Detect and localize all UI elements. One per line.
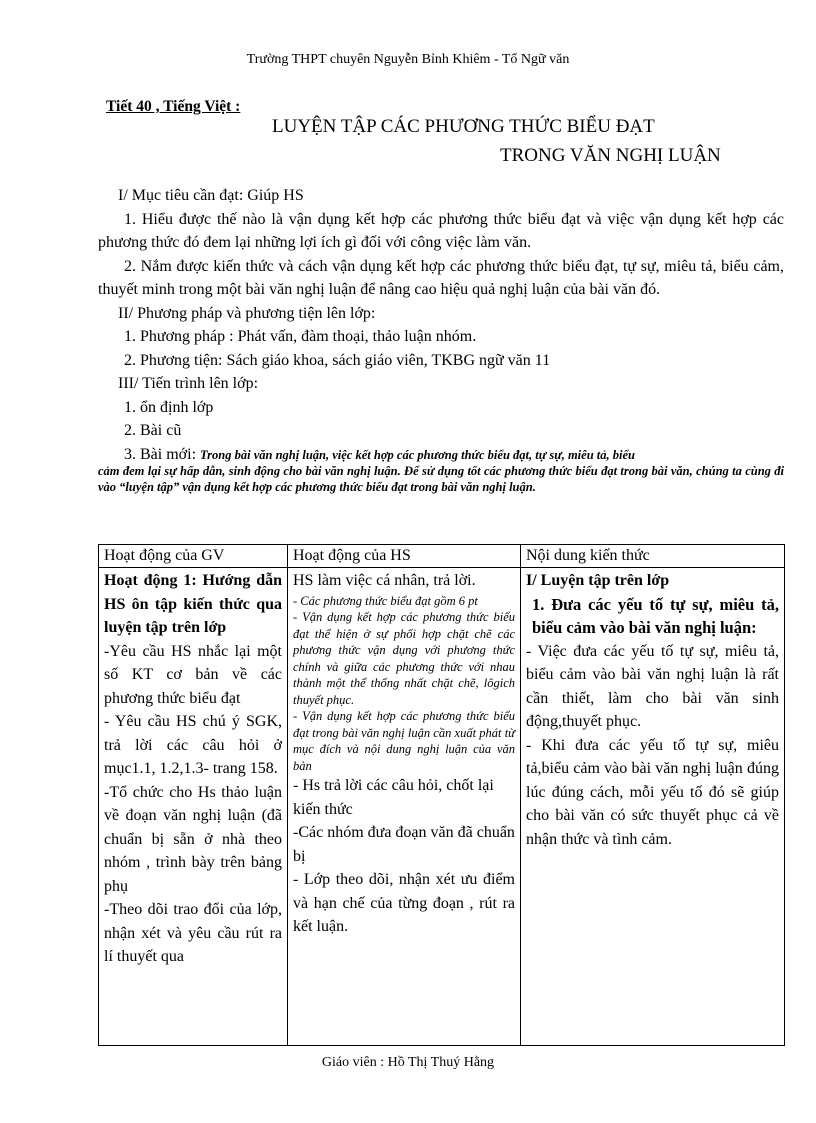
title-line-1: LUYỆN TẬP CÁC PHƯƠNG THỨC BIỂU ĐẠT [272,116,655,137]
teacher-step-4: -Theo dõi trao đổi của lớp, nhận xét và yêu cầu rút ra lí thuyết qua [104,901,282,965]
section-1-item-2-text: 2. Nắm được kiến thức và cách vận dụng kết hợp các phương thức biểu đạt, tự sự, miêu tả, biểu cảm, thuyết minh trong một bài văn nghị luận để nâng cao hiệu quả nghị luận của bài văn đó. [98,257,784,298]
section-1-item-2 [98,255,784,302]
section-2-item-1: 1. Phương pháp : Phát vấn, đàm thoại, thảo luận nhóm. [124,328,477,345]
lesson-label: Tiết 40 , Tiếng Việt : [106,98,241,115]
section-3-item-3-label: 3. Bài mới: [124,445,197,463]
student-step-3: -Các nhóm đưa đoạn văn đã chuẩn bị [293,824,515,865]
teacher-step-3: -Tổ chức cho Hs thảo luận về đoạn văn nghị luận (đã chuẩn bị sẵn ở nhà theo nhóm , trình bày trên bảng phụ [104,783,282,895]
content-subheading: 1. Đưa các yếu tố tự sự, miêu tả, biểu cảm vào bài văn nghị luận: [532,594,779,637]
section-1-heading: I/ Mục tiêu cần đạt: Giúp HS [118,187,304,204]
section-3-item-2: 2. Bài cũ [124,422,182,439]
teacher-step-2: - Yêu cầu HS chú ý SGK, trả lời các câu hỏi ở mục1.1, 1.2,1.3- trang 158. [104,713,282,777]
page-header: Trường THPT chuyên Nguyễn Bỉnh Khiêm - Tổ Ngữ văn [246,52,570,67]
document-body [98,184,784,495]
header-gv: Hoạt động của GV [99,545,288,568]
student-note-1: - Các phương thức biểu đạt gồm 6 pt [293,593,478,608]
student-note-3: - Vận dụng kết hợp các phương thức biểu đạt trong bài văn nghị luận cần xuất phát từ mục đích và nội dung nghị luận của văn bản [293,709,515,773]
section-3-intro-rest: cảm đem lại sự hấp dẫn, sinh động cho bài văn nghị luận. Để sử dụng tốt các phương thức biểu đạt trong bài văn, chúng ta cùng đi vào “luyện tập” vận dụng kết hợp các phương thức biểu đạt trong bài văn nghị luận. [98,464,784,494]
student-step-4: - Lớp theo dõi, nhận xét ưu điểm và hạn chế của từng đoạn , rút ra kết luận. [293,871,515,935]
section-1-item-1-text: 1. Hiểu được thế nào là vận dụng kết hợp các phương thức biểu đạt và việc vận dụng kết hợp các phương thức đó đem lại những lợi ích gì đối với công việc làm văn. [98,210,784,251]
header-content: Nội dung kiến thức [521,545,785,568]
page-footer: Giáo viên : Hồ Thị Thuý Hằng [321,1055,495,1070]
section-3-item-1: 1. ổn định lớp [124,398,214,416]
table-row [99,568,785,1046]
lesson-table [98,544,785,1046]
activity-1-heading: Hoạt động 1: Hướng dẫn HS ôn tập kiến thức qua luyện tập trên lớp [104,572,282,636]
content-point-1: - Việc đưa các yếu tố tự sự, miêu tả, biểu cảm vào bài văn nghị luận là rất cần thiết, làm cho bài văn sinh động,thuyết phục. [526,642,779,730]
section-2-heading: II/ Phương pháp và phương tiện lên lớp: [118,304,376,322]
section-1-item-1 [98,208,784,255]
student-activity-cell [288,568,521,1046]
content-point-2: - Khi đưa các yếu tố tự sự, miêu tả,biểu cảm vào bài văn nghị luận đúng lúc đúng cách, mỗi yếu tố đó sẽ giúp cho bài văn có sức thuyết phục cả về nhận thức và tình cảm. [526,736,779,848]
student-note-2: - Vận dụng kết hợp các phương thức biểu đạt thể hiện ở sự phối hợp chặt chẽ các phương thức vận dụng với phương thức chính và giữa các phương thức với nhau thành một thể thống nhất chặt chẽ, lôgich thuyết phục. [293,610,515,707]
student-step-2: - Hs trả lời các câu hỏi, chốt lại kiến thức [293,777,494,818]
teacher-step-1: -Yêu cầu HS nhắc lại một số KT cơ bản về các phương thức biểu đạt [104,642,282,707]
title-line-2: TRONG VĂN NGHỊ LUẬN [500,145,721,166]
table-header-row [99,545,785,568]
student-step-1: HS làm việc cá nhân, trả lời. [293,572,476,589]
content-heading: I/ Luyện tập trên lớp [526,572,670,589]
section-3-intro-line-1: Trong bài văn nghị luận, việc kết hợp các phương thức biểu đạt, tự sự, miêu tả, biểu [200,447,635,462]
section-3-heading: III/ Tiến trình lên lớp: [118,375,259,392]
teacher-activity-cell [99,568,288,1046]
knowledge-content-cell [521,568,785,1046]
header-hs: Hoạt động của HS [288,545,521,568]
section-2-item-2: 2. Phương tiện: Sách giáo khoa, sách giáo viên, TKBG ngữ văn 11 [124,351,551,369]
